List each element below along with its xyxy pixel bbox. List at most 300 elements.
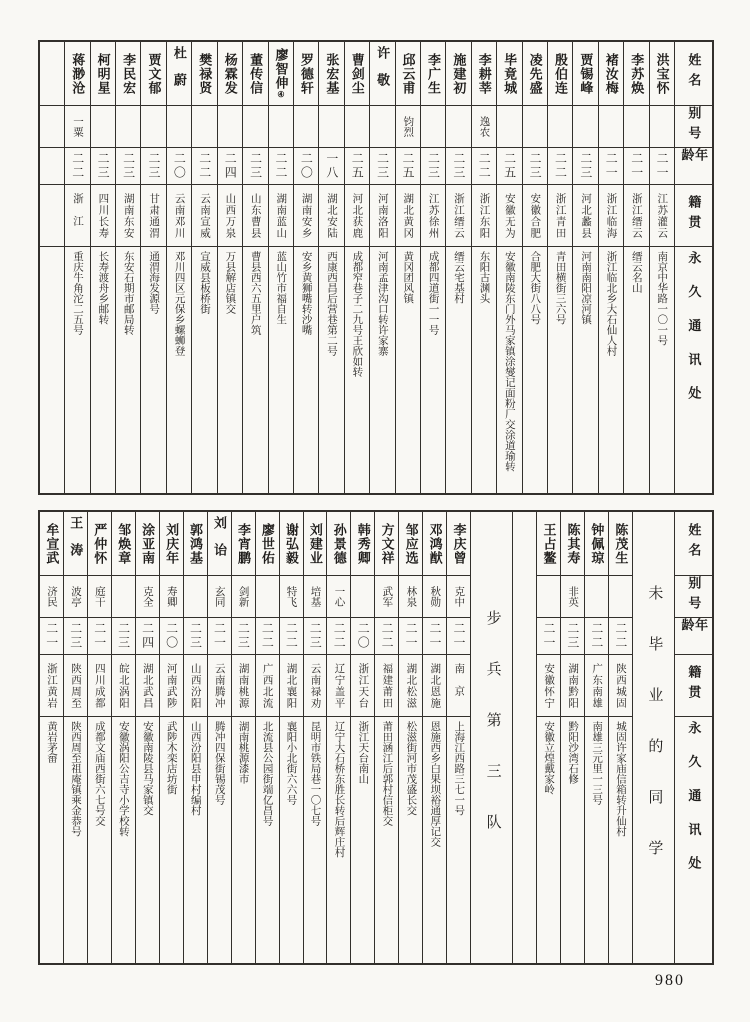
- native-text: 湖南黔阳: [567, 662, 579, 709]
- native-text: 河北获鹿: [351, 192, 363, 239]
- age-text: 二五: [350, 152, 365, 180]
- age-text: 二三: [375, 152, 390, 180]
- name-cell: [548, 42, 572, 105]
- age-cell: [294, 147, 318, 184]
- native-text: 浙江: [71, 193, 83, 238]
- address-text: 黄冈团风镇: [402, 251, 414, 304]
- person-column: [191, 42, 216, 493]
- address-cell: [548, 246, 572, 493]
- alias-cell: [40, 105, 64, 147]
- address-text: 恩施西乡白果坝裕通厚记交: [429, 721, 441, 847]
- address-cell: [370, 246, 394, 493]
- address-cell: [141, 246, 165, 493]
- blank-column: [512, 512, 536, 963]
- native-cell: [345, 184, 369, 246]
- name-text: 刘诒: [212, 516, 227, 571]
- person-column: [268, 42, 293, 493]
- age-cell: [548, 147, 572, 184]
- age-cell: [88, 617, 111, 654]
- native-cell: [585, 654, 608, 716]
- age-cell: [624, 147, 648, 184]
- person-column: [242, 42, 267, 493]
- person-column: [40, 42, 64, 493]
- age-cell: [351, 617, 374, 654]
- section-column: [632, 512, 674, 963]
- alias-cell: [280, 575, 303, 617]
- header-cell-alias: [675, 575, 712, 617]
- alias-text: 林泉: [405, 586, 417, 607]
- native-cell: [472, 184, 496, 246]
- age-text: 二三: [96, 152, 111, 180]
- age-text: 二五: [401, 152, 416, 180]
- person-column: [649, 42, 674, 493]
- alias-text: 非英: [567, 586, 579, 607]
- person-column: [183, 512, 207, 963]
- name-cell: [423, 512, 446, 575]
- name-cell: [269, 42, 293, 105]
- native-text: 湖南东安: [122, 192, 134, 239]
- age-text: 二三: [528, 152, 543, 180]
- age-cell: [447, 617, 470, 654]
- name-cell: [599, 42, 623, 105]
- address-cell: [446, 246, 470, 493]
- header-column: [674, 512, 712, 963]
- alias-cell: [375, 575, 398, 617]
- address-text: 陕西周至祖庵镇乘金恭号: [69, 721, 81, 837]
- native-cell: [218, 184, 242, 246]
- age-text: 二二: [284, 622, 299, 650]
- name-cell: [167, 42, 191, 105]
- address-text: 蓝山竹市福自生: [275, 251, 287, 325]
- name-text: 董传信: [248, 52, 264, 95]
- native-text: 江苏灌云: [656, 192, 668, 239]
- native-text: 湖南安乡: [300, 192, 312, 239]
- native-text: 浙江临海: [605, 192, 617, 239]
- address-cell: [351, 716, 374, 963]
- header-label-name: 姓名: [686, 53, 702, 94]
- age-cell: [599, 147, 623, 184]
- name-text: 李广生: [425, 52, 441, 95]
- alias-text: 波亭: [69, 586, 81, 607]
- age-cell: [375, 617, 398, 654]
- native-text: 云南宣威: [198, 192, 210, 239]
- name-text: 许敬: [375, 46, 391, 101]
- header-label-age: 年龄: [679, 618, 709, 639]
- alias-text: 济民: [46, 586, 58, 607]
- age-cell: [280, 617, 303, 654]
- native-cell: [650, 184, 674, 246]
- name-text: 褚汝梅: [603, 52, 619, 95]
- person-column: [255, 512, 279, 963]
- native-text: 浙江缙云: [630, 192, 642, 239]
- native-text: 江苏徐州: [427, 192, 439, 239]
- name-cell: [141, 42, 165, 105]
- section-label: 步兵第三队: [484, 610, 501, 865]
- native-text: 湖北黄冈: [402, 192, 414, 239]
- address-cell: [192, 246, 216, 493]
- native-cell: [243, 184, 267, 246]
- native-text: 湖北襄阳: [285, 662, 297, 709]
- alias-text: 寿卿: [165, 586, 177, 607]
- address-text: 缙云宅基村: [453, 251, 465, 304]
- age-text: 二三: [121, 152, 136, 180]
- native-cell: [399, 654, 422, 716]
- native-cell: [319, 184, 343, 246]
- native-text: 福建莆田: [381, 662, 393, 709]
- address-cell: [650, 246, 674, 493]
- address-text: 合肥大街八八号: [529, 251, 541, 325]
- header-label-address: 永久通讯处: [686, 251, 702, 420]
- header-label-address: 永久通讯处: [686, 721, 702, 890]
- name-cell: [609, 512, 632, 575]
- alias-cell: [561, 575, 584, 617]
- name-cell: [396, 42, 420, 105]
- native-cell: [375, 654, 398, 716]
- name-text: 杨霖发: [222, 52, 238, 95]
- native-text: 四川长寿: [97, 192, 109, 239]
- age-text: 二三: [426, 152, 441, 180]
- header-cell-age: [675, 147, 712, 184]
- person-column: [374, 512, 398, 963]
- native-cell: [192, 184, 216, 246]
- person-column: [166, 42, 191, 493]
- address-cell: [232, 716, 255, 963]
- age-cell: [472, 147, 496, 184]
- person-column: [420, 42, 445, 493]
- native-cell: [396, 184, 420, 246]
- address-cell: [304, 716, 327, 963]
- native-text: 四川成都: [93, 662, 105, 709]
- alias-cell: [399, 575, 422, 617]
- alias-cell: [421, 105, 445, 147]
- native-cell: [370, 184, 394, 246]
- age-text: 二三: [188, 622, 203, 650]
- name-text: 王占鳌: [541, 522, 557, 565]
- native-cell: [561, 654, 584, 716]
- native-cell: [609, 654, 632, 716]
- age-cell: [269, 147, 293, 184]
- person-column: [536, 512, 560, 963]
- age-text: 二一: [44, 622, 59, 650]
- address-cell: [208, 716, 231, 963]
- address-text: 成都文庙西街六七号交: [93, 721, 105, 826]
- age-text: 二五: [502, 152, 517, 180]
- native-text: 山东曹县: [249, 192, 261, 239]
- name-cell: [64, 512, 87, 575]
- native-cell: [304, 654, 327, 716]
- age-cell: [232, 617, 255, 654]
- name-text: 郭鸿基: [188, 522, 204, 565]
- alias-cell: [319, 105, 343, 147]
- alias-cell: [256, 575, 279, 617]
- age-cell: [136, 617, 159, 654]
- name-cell: [40, 512, 63, 575]
- name-cell: [232, 512, 255, 575]
- name-text: 李苏焕: [629, 52, 645, 95]
- native-cell: [327, 654, 350, 716]
- blank-cell: [513, 512, 536, 963]
- age-text: 二一: [604, 152, 619, 180]
- age-text: 二二: [613, 622, 628, 650]
- name-text: 施建初: [451, 52, 467, 95]
- native-cell: [167, 184, 191, 246]
- age-cell: [650, 147, 674, 184]
- name-text: 洪宝怀: [654, 52, 670, 95]
- age-cell: [192, 147, 216, 184]
- address-text: 安徽立煌戴家岭: [543, 721, 555, 795]
- age-cell: [112, 617, 135, 654]
- name-text: 毕竟城: [502, 52, 518, 95]
- alias-cell: [88, 575, 111, 617]
- alias-cell: [304, 575, 327, 617]
- alias-cell: [327, 575, 350, 617]
- age-cell: [167, 147, 191, 184]
- address-text: 万县解店镇交: [224, 251, 236, 314]
- native-text: 安徽无为: [503, 192, 515, 239]
- address-cell: [585, 716, 608, 963]
- address-text: 安徽涡阳公吉寺小学校转: [117, 721, 129, 837]
- person-column: [445, 42, 470, 493]
- age-text: 二三: [308, 622, 323, 650]
- age-cell: [184, 617, 207, 654]
- age-text: 二二: [332, 622, 347, 650]
- age-cell: [141, 147, 165, 184]
- age-text: 二〇: [356, 622, 371, 650]
- native-cell: [573, 184, 597, 246]
- native-cell: [548, 184, 572, 246]
- section-cell: [471, 512, 512, 963]
- age-cell: [243, 147, 267, 184]
- person-column: [159, 512, 183, 963]
- native-cell: [624, 184, 648, 246]
- address-cell: [396, 246, 420, 493]
- person-column: [87, 512, 111, 963]
- person-column: [398, 512, 422, 963]
- header-cell-name: [675, 42, 712, 105]
- age-cell: [256, 617, 279, 654]
- header-label-alias: 别号: [686, 106, 702, 147]
- person-column: [231, 512, 255, 963]
- native-cell: [599, 184, 623, 246]
- name-cell: [399, 512, 422, 575]
- person-column: [111, 512, 135, 963]
- directory-table-bottom: [38, 510, 714, 965]
- age-text: 二〇: [164, 622, 179, 650]
- native-cell: [280, 654, 303, 716]
- person-column: [446, 512, 470, 963]
- name-cell: [497, 42, 521, 105]
- address-cell: [561, 716, 584, 963]
- native-cell: [40, 184, 64, 246]
- age-cell: [561, 617, 584, 654]
- alias-cell: [650, 105, 674, 147]
- alias-cell: [624, 105, 648, 147]
- name-text: 曹剑尘: [349, 52, 365, 95]
- header-cell-native: [675, 654, 712, 716]
- age-cell: [327, 617, 350, 654]
- address-text: 重庆牛角沱二五号: [71, 251, 83, 335]
- age-cell: [218, 147, 242, 184]
- header-cell-name: [675, 512, 712, 575]
- name-cell: [624, 42, 648, 105]
- name-cell: [345, 42, 369, 105]
- alias-cell: [192, 105, 216, 147]
- native-cell: [294, 184, 318, 246]
- age-cell: [399, 617, 422, 654]
- address-text: 成都四道街一一号: [427, 251, 439, 335]
- section-cell: [633, 512, 674, 963]
- address-text: 松滋街河市茂盛长交: [405, 721, 417, 816]
- age-cell: [573, 147, 597, 184]
- age-cell: [116, 147, 140, 184]
- name-text: 贾锡峰: [578, 52, 594, 95]
- name-text: 王涛: [68, 516, 84, 571]
- person-column: [40, 512, 63, 963]
- person-column: [422, 512, 446, 963]
- name-cell: [351, 512, 374, 575]
- name-text: 樊禄贤: [197, 52, 213, 95]
- age-text: 一八: [324, 152, 339, 180]
- alias-cell: [599, 105, 623, 147]
- name-text: 凌先盛: [527, 52, 543, 95]
- name-cell: [112, 512, 135, 575]
- alias-text: 特飞: [285, 586, 297, 607]
- address-text: 曹县西六五里户筑: [249, 251, 261, 335]
- name-cell: [561, 512, 584, 575]
- name-cell: [88, 512, 111, 575]
- name-text: 方文祥: [379, 522, 395, 565]
- person-column: [598, 42, 623, 493]
- age-text: 二一: [92, 622, 107, 650]
- age-text: 二二: [477, 152, 492, 180]
- header-label-native: 籍贯: [686, 195, 702, 236]
- address-text: 安徽南陵县马家镇交: [141, 721, 153, 816]
- native-text: 湖北松滋: [405, 662, 417, 709]
- name-text: 邱云甫: [400, 52, 416, 95]
- address-cell: [112, 716, 135, 963]
- native-text: 辽宁盖平: [333, 662, 345, 709]
- native-cell: [269, 184, 293, 246]
- person-column: [395, 42, 420, 493]
- alias-text: 钧烈: [402, 116, 414, 137]
- address-cell: [624, 246, 648, 493]
- alias-text: 一粟: [71, 116, 83, 137]
- age-cell: [345, 147, 369, 184]
- alias-cell: [497, 105, 521, 147]
- name-cell: [573, 42, 597, 105]
- alias-cell: [167, 105, 191, 147]
- age-text: 二二: [553, 152, 568, 180]
- address-cell: [64, 716, 87, 963]
- native-text: 浙江缙云: [453, 192, 465, 239]
- native-text: 河南洛阳: [376, 192, 388, 239]
- header-label-age: 年龄: [679, 148, 709, 169]
- person-column: [608, 512, 632, 963]
- address-cell: [294, 246, 318, 493]
- address-cell: [327, 716, 350, 963]
- address-text: 河南孟津沟口转许家寨: [376, 251, 388, 356]
- alias-cell: [218, 105, 242, 147]
- person-column: [217, 42, 242, 493]
- alias-cell: [537, 575, 560, 617]
- native-cell: [64, 654, 87, 716]
- alias-cell: [294, 105, 318, 147]
- name-text: 钟佩琼: [589, 522, 605, 565]
- native-text: 云南邓川: [173, 192, 185, 239]
- person-column: [522, 42, 547, 493]
- age-cell: [208, 617, 231, 654]
- address-cell: [91, 246, 115, 493]
- age-cell: [537, 617, 560, 654]
- name-text: 邓鸿猷: [427, 522, 443, 565]
- native-text: 广东南雄: [591, 662, 603, 709]
- person-column: [115, 42, 140, 493]
- age-text: 二三: [236, 622, 251, 650]
- address-cell: [423, 716, 446, 963]
- name-text: 李耕莘: [476, 52, 492, 95]
- native-cell: [91, 184, 115, 246]
- page-number: 980: [655, 972, 685, 989]
- native-cell: [40, 654, 63, 716]
- name-text: 牟宣武: [44, 522, 60, 565]
- alias-cell: [345, 105, 369, 147]
- header-cell-native: [675, 184, 712, 246]
- address-cell: [160, 716, 183, 963]
- native-text: 安徽合肥: [529, 192, 541, 239]
- name-text: 罗德轩: [298, 52, 314, 95]
- directory-table-top: [38, 40, 714, 495]
- address-cell: [345, 246, 369, 493]
- native-cell: [208, 654, 231, 716]
- name-cell: [160, 512, 183, 575]
- address-text: 成都窄巷子二九号王欣如转: [351, 251, 363, 377]
- name-text: 刘建业: [307, 522, 323, 565]
- native-cell: [421, 184, 445, 246]
- alias-cell: [585, 575, 608, 617]
- name-cell: [294, 42, 318, 105]
- name-cell: [116, 42, 140, 105]
- alias-cell: [243, 105, 267, 147]
- person-column: [279, 512, 303, 963]
- alias-cell: [184, 575, 207, 617]
- person-column: [140, 42, 165, 493]
- age-text: 二〇: [172, 152, 187, 180]
- native-cell: [141, 184, 165, 246]
- name-text: 韩秀卿: [355, 522, 371, 565]
- address-text: 缙云名山: [630, 251, 642, 293]
- name-text: 谢弘毅: [283, 522, 299, 565]
- age-text: 二一: [452, 622, 466, 650]
- alias-cell: [548, 105, 572, 147]
- address-cell: [218, 246, 242, 493]
- header-cell-address: [675, 716, 712, 963]
- alias-cell: [40, 575, 63, 617]
- alias-cell: [370, 105, 394, 147]
- age-text: 二一: [212, 622, 227, 650]
- name-cell: [218, 42, 242, 105]
- address-cell: [167, 246, 191, 493]
- native-text: 陕西城固: [615, 662, 627, 709]
- native-text: 广西北流: [261, 662, 273, 709]
- name-cell: [447, 512, 470, 575]
- age-text: 二二: [274, 152, 288, 180]
- alias-text: 庭干: [93, 586, 105, 607]
- native-text: 湖南桃源: [237, 662, 249, 709]
- alias-cell: [573, 105, 597, 147]
- alias-text: 逸农: [478, 116, 490, 137]
- name-text: 贾文郁: [146, 52, 162, 95]
- native-cell: [184, 654, 207, 716]
